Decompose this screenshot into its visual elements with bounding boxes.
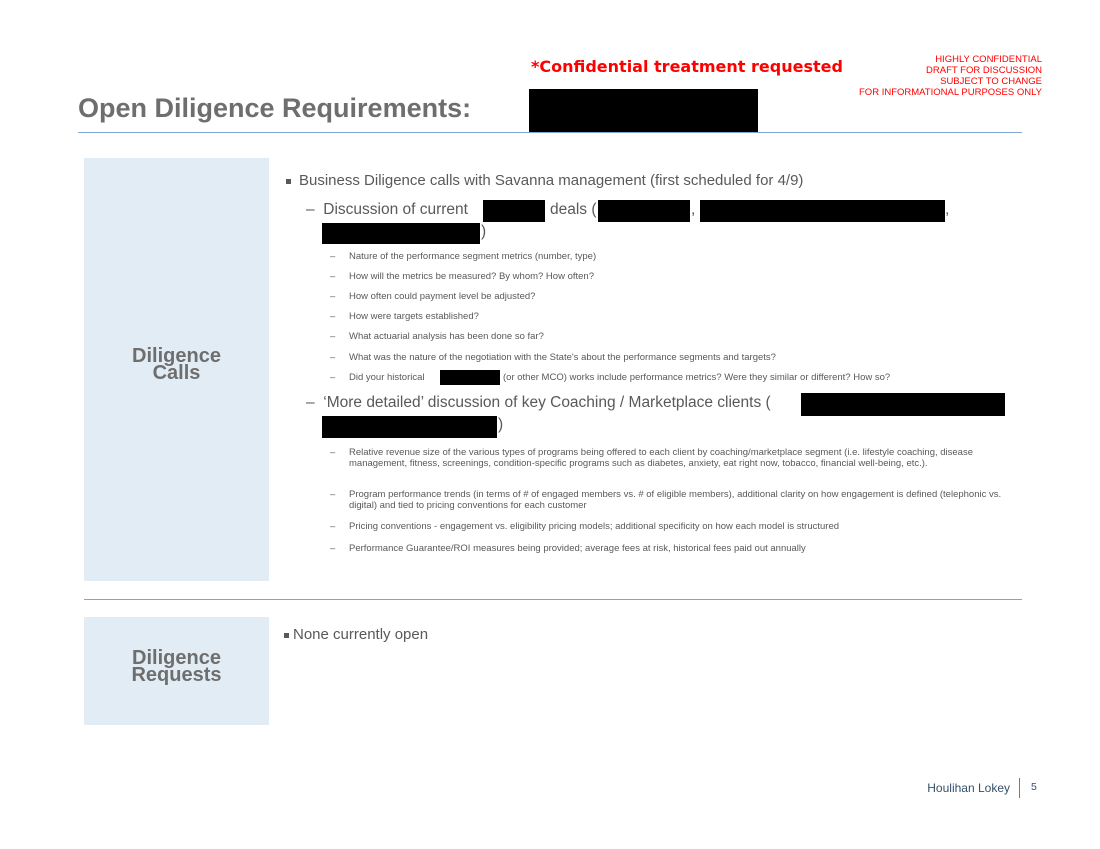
diligence-calls-label-text: Diligence Calls [132, 345, 221, 384]
list-item: – How will the metrics be measured? By whom? How often? [330, 271, 594, 282]
dash-icon: – [330, 352, 336, 363]
dash-icon: – [330, 291, 336, 302]
brand-logo-text: Houlihan Lokey [927, 781, 1010, 795]
coaching-clients-text: ‘More detailed’ discussion of key Coaching / Marketplace clients ( [323, 394, 771, 411]
status-line: FOR INFORMATIONAL PURPOSES ONLY [859, 87, 1042, 98]
list-item: – What actuarial analysis has been done so far? [330, 331, 544, 342]
redaction-block [440, 370, 500, 385]
diligence-requests-label-text: Diligence Requests [131, 647, 222, 686]
list-item: – Pricing conventions - engagement vs. eligibility pricing models; additional specificity on how each model is structured [330, 521, 840, 532]
none-open-text: None currently open [293, 626, 429, 643]
dash-icon: – [330, 447, 336, 458]
list-item-continuation: (or other MCO) works include performance metrics? Were they similar or different? How so? [503, 372, 891, 383]
status-line: DRAFT FOR DISCUSSION [926, 65, 1042, 76]
coaching-clients-heading [306, 394, 771, 412]
status-line: HIGHLY CONFIDENTIAL [935, 54, 1042, 65]
current-deals-text-a: Discussion of current [323, 201, 468, 218]
redaction-block [322, 223, 480, 244]
close-paren: ) [498, 416, 504, 433]
comma-text: , [691, 201, 696, 218]
square-bullet-icon [284, 633, 289, 638]
diligence-calls-label [84, 345, 269, 384]
dash-icon: – [330, 271, 336, 282]
dash-icon: – [306, 394, 315, 411]
list-item: – Performance Guarantee/ROI measures being provided; average fees at risk, historical fees paid out annually [330, 543, 806, 554]
list-item: – How often could payment level be adjusted? [330, 291, 536, 302]
close-paren: ) [481, 223, 487, 240]
list-item: – What was the nature of the negotiation with the State's about the performance segments and targets? [330, 352, 776, 363]
page-title: Open Diligence Requirements: [78, 93, 472, 123]
list-item: – Nature of the performance segment metrics (number, type) [330, 251, 597, 262]
dash-icon: – [306, 201, 315, 218]
confidential-notice: *Confidential treatment requested [531, 57, 843, 76]
title-redaction [529, 89, 758, 132]
dash-icon: – [330, 251, 336, 262]
none-open-bullet [284, 626, 428, 643]
list-item: – Program performance trends (in terms of # of engaged members vs. # of eligible members), additional clarity on how engagement is defined (telephonic vs. digital) and tied to pricing conventions for each customer [330, 489, 1002, 511]
page-number: 5 [1031, 781, 1037, 793]
list-item: – How were targets established? [330, 311, 479, 322]
redaction-block [483, 200, 545, 222]
square-bullet-icon [286, 179, 291, 184]
dash-icon: – [330, 372, 336, 383]
dash-icon: – [330, 521, 336, 532]
dash-icon: – [330, 489, 336, 500]
dash-icon: – [330, 543, 336, 554]
redaction-block [700, 200, 945, 222]
footer-separator [1019, 778, 1020, 798]
list-item: – Relative revenue size of the various types of programs being offered to each client by coaching/marketplace segment (i.e. lifestyle coaching, disease management, fitness, screenings, condition-specific programs such as diabetes, anxiety, eat right now, tobacco, financial well-being, etc.). [330, 447, 973, 469]
redaction-block [801, 393, 1005, 416]
diligence-requests-label [84, 647, 269, 686]
title-rule [78, 132, 1022, 133]
confidentiality-status [859, 54, 1042, 98]
redaction-block [598, 200, 690, 222]
business-diligence-bullet [286, 172, 803, 189]
comma-text: , [945, 201, 950, 218]
list-item: – Did your historical [330, 372, 425, 383]
redaction-block [322, 416, 497, 438]
dash-icon: – [330, 311, 336, 322]
current-deals-heading [306, 201, 468, 219]
status-line: SUBJECT TO CHANGE [940, 76, 1042, 87]
section-divider [84, 599, 1022, 600]
dash-icon: – [330, 331, 336, 342]
current-deals-text-b: deals ( [550, 201, 597, 218]
business-diligence-text: Business Diligence calls with Savanna management (first scheduled for 4/9) [299, 172, 804, 189]
